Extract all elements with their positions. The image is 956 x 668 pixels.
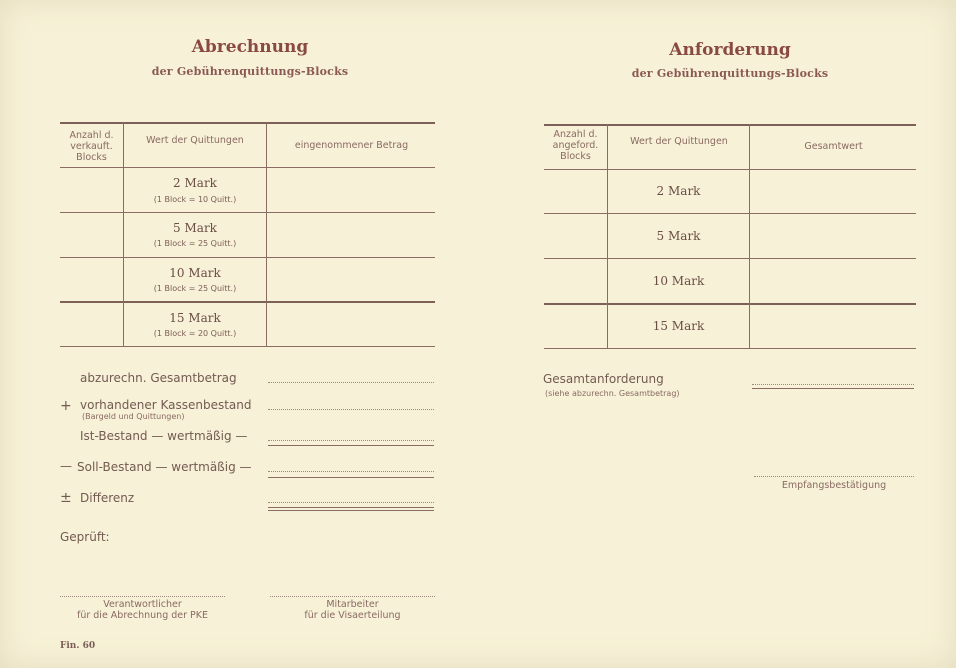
- form-number: Fin. 60: [60, 641, 96, 651]
- left-row-block: (1 Block = 10 Quitt.): [153, 195, 237, 204]
- left-table-row-rule: [60, 257, 435, 258]
- left-row-mark: 2 Mark: [173, 176, 217, 190]
- left-header-anzahl: Anzahl d. verkauft. Blocks: [69, 130, 114, 163]
- ist-bestand-label: Ist-Bestand — wertmäßig —: [80, 429, 248, 443]
- plus-sign: +: [60, 398, 72, 414]
- kassenbestand-note: (Bargeld und Quittungen): [82, 412, 185, 421]
- right-table-header-rule: [544, 169, 916, 170]
- geprueft-label: Geprüft:: [60, 530, 110, 544]
- soll-bestand-label: Soll-Bestand — wertmäßig —: [77, 460, 252, 474]
- right-row-mark: 2 Mark: [656, 184, 701, 198]
- left-table-row-rule: [60, 212, 435, 213]
- left-subtitle: der Gebührenquittungs-Blocks: [151, 65, 349, 78]
- signature-line-2: [270, 596, 435, 597]
- gesamtanforderung-note: (siehe abzurechn. Gesamtbetrag): [545, 389, 680, 398]
- signature-2-title: Mitarbeiter: [326, 599, 379, 610]
- right-header-wert: Wert der Quittungen: [630, 136, 728, 147]
- right-table-row-rule: [544, 213, 916, 214]
- left-row-block: (1 Block = 20 Quitt.): [153, 329, 237, 338]
- signature-2-subtitle: für die Visaerteilung: [304, 610, 401, 621]
- right-table-row-rule: [544, 258, 916, 259]
- gesamtbetrag-label: abzurechn. Gesamtbetrag: [80, 371, 237, 385]
- minus-sign: —: [60, 459, 72, 473]
- right-table-bottom-rule: [544, 348, 916, 349]
- right-row-mark: 5 Mark: [656, 229, 701, 243]
- left-table-bottom-rule: [60, 346, 435, 347]
- empfang-line: [754, 476, 914, 477]
- differenz-rule: [268, 507, 434, 508]
- left-header-betrag: eingenommener Betrag: [294, 140, 409, 151]
- right-table-col-divider: [749, 124, 750, 348]
- differenz-rule-double: [268, 510, 434, 511]
- ist-bestand-rule: [268, 445, 434, 446]
- signature-line-1: [60, 596, 225, 597]
- kassenbestand-label: vorhandener Kassenbestand: [80, 398, 252, 412]
- left-header-wert: Wert der Quittungen: [146, 135, 244, 146]
- right-table-row-rule: [544, 303, 916, 305]
- gesamtanforderung-label: Gesamtanforderung: [543, 372, 664, 386]
- left-table-top-rule: [60, 122, 435, 124]
- differenz-label: Differenz: [80, 491, 135, 505]
- right-table-top-rule: [544, 124, 916, 126]
- right-header-gesamtwert: Gesamtwert: [804, 141, 863, 152]
- left-row-mark: 5 Mark: [173, 221, 217, 235]
- kassenbestand-line: [268, 409, 434, 410]
- left-table-row-rule: [60, 301, 435, 303]
- gesamtbetrag-line: [268, 382, 434, 383]
- left-row-mark: 10 Mark: [169, 266, 221, 280]
- right-row-mark: 10 Mark: [652, 274, 705, 288]
- empfangsbestaetigung-label: Empfangsbestätigung: [781, 480, 887, 491]
- left-table-header-rule: [60, 167, 435, 168]
- left-row-block: (1 Block = 25 Quitt.): [153, 239, 237, 248]
- soll-bestand-rule: [268, 477, 434, 478]
- left-row-block: (1 Block = 25 Quitt.): [153, 284, 237, 293]
- ist-bestand-line: [268, 440, 434, 441]
- right-row-mark: 15 Mark: [652, 319, 705, 333]
- gesamtanforderung-rule: [752, 388, 914, 389]
- left-table-col-divider: [266, 122, 267, 346]
- gesamtanforderung-line: [752, 384, 914, 385]
- left-row-mark: 15 Mark: [169, 311, 221, 325]
- soll-bestand-line: [268, 471, 434, 472]
- right-header-anzahl: Anzahl d. angeford. Blocks: [552, 129, 599, 162]
- right-title: Anforderung: [669, 40, 791, 60]
- plusminus-sign: ±: [60, 490, 72, 506]
- left-title: Abrechnung: [191, 37, 309, 57]
- right-subtitle: der Gebührenquittungs-Blocks: [631, 67, 829, 80]
- signature-1-title: Verantwortlicher: [103, 599, 182, 610]
- differenz-line: [268, 502, 434, 503]
- signature-1-subtitle: für die Abrechnung der PKE: [76, 610, 208, 621]
